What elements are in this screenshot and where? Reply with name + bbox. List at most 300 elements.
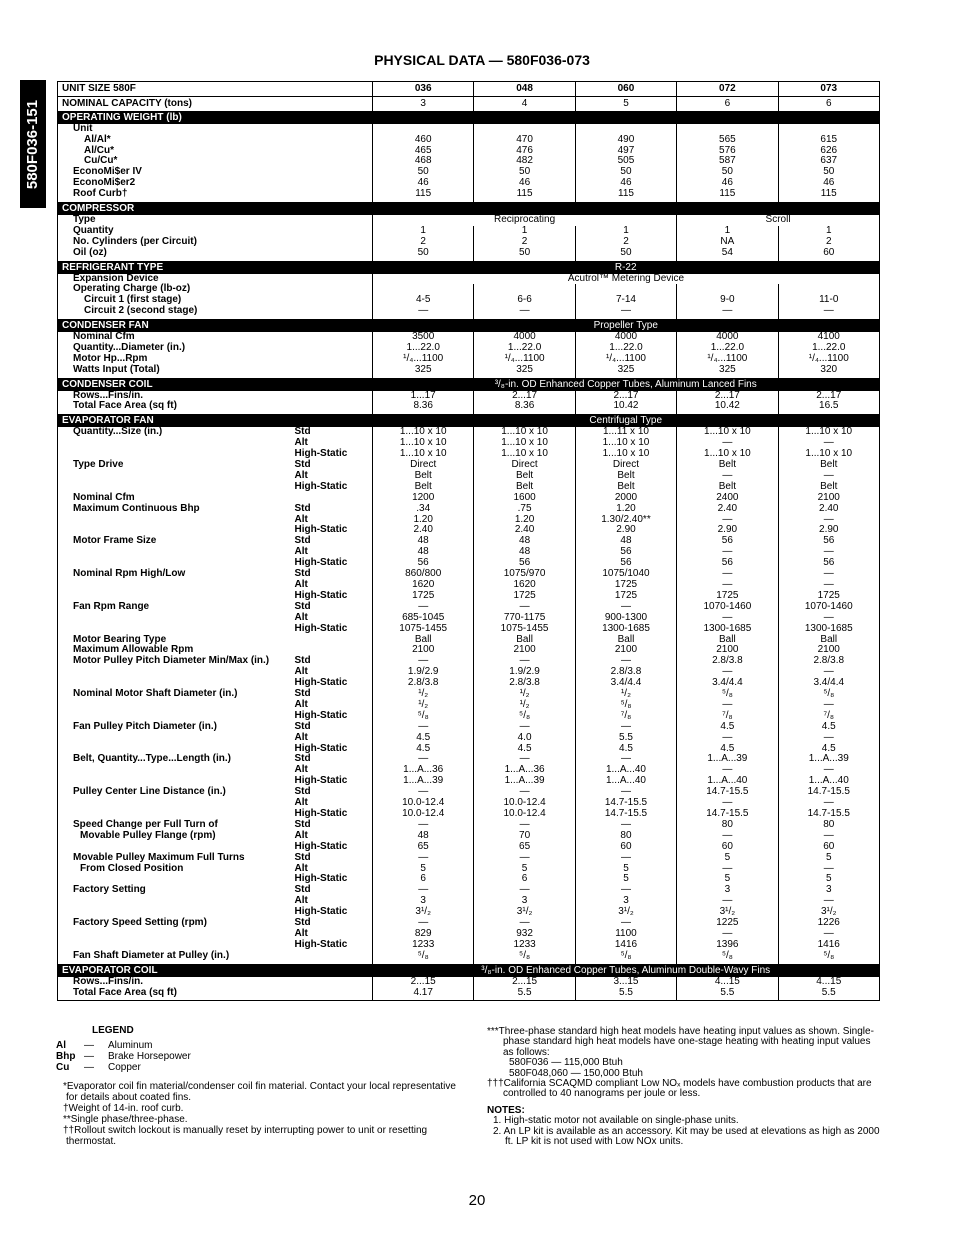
row-variant: Std xyxy=(294,688,311,700)
row-value: 1.9/2.9 xyxy=(373,667,474,678)
row-value: 4.5 xyxy=(778,744,879,755)
row-label: EconoMi$er2 xyxy=(73,177,136,189)
row-value xyxy=(575,124,676,135)
row-value: 1070-1460 xyxy=(778,602,879,613)
row-span-value: Acutrol™ Metering Device xyxy=(373,274,880,285)
row-value: 1...A...40 xyxy=(575,776,676,787)
row-value: 2...15 xyxy=(474,977,575,988)
row-value xyxy=(677,124,778,135)
row-value: — xyxy=(474,918,575,929)
row-value: — xyxy=(778,438,879,449)
row-variant: High-Static xyxy=(294,808,348,819)
data-row xyxy=(58,504,880,515)
row-value: — xyxy=(778,798,879,809)
row-value: — xyxy=(778,547,879,558)
section-header-row xyxy=(58,964,880,976)
row-value: 1075/1040 xyxy=(575,569,676,580)
row-value: 5.5 xyxy=(677,988,778,1001)
row-value: 1600 xyxy=(474,493,575,504)
row-value: 48 xyxy=(575,536,676,547)
row-value: 4...15 xyxy=(778,977,879,988)
row-variant: Std xyxy=(294,502,311,514)
row-label xyxy=(58,842,295,853)
row-variant: Alt xyxy=(294,578,308,590)
data-row xyxy=(58,613,880,624)
row-variant: Alt xyxy=(294,513,308,525)
row-value: — xyxy=(677,896,778,907)
row-value: 80 xyxy=(778,820,879,831)
footnote-heat: ***Three-phase standard high heat models have heating input values as shown. Single-phase standard high heat models have one-stage heating with heating input values as follows: xyxy=(487,1026,874,1058)
row-value: 6 xyxy=(474,874,575,885)
row-value: 5 xyxy=(677,874,778,885)
row-value: 2 xyxy=(474,237,575,248)
row-value: 1075-1455 xyxy=(474,624,575,635)
legend-abbr: Cu xyxy=(56,1062,70,1073)
row-value: 1100 xyxy=(575,929,676,940)
row-label: Total Face Area (sq ft) xyxy=(58,988,295,1001)
row-variant xyxy=(295,306,373,319)
row-variant: Alt xyxy=(294,698,308,710)
row-variant xyxy=(295,493,373,504)
row-label: Watts Input (Total) xyxy=(58,365,295,378)
row-value: — xyxy=(575,820,676,831)
row-value: 46 xyxy=(373,178,474,189)
row-value: ¹/₂ xyxy=(373,689,474,700)
row-value: 1...22.0 xyxy=(778,343,879,354)
row-value: 325 xyxy=(575,365,676,378)
data-row xyxy=(58,733,880,744)
row-value: .75 xyxy=(474,504,575,515)
row-value: 1...22.0 xyxy=(575,343,676,354)
row-variant: Alt xyxy=(294,862,308,874)
row-value: 1...10 x 10 xyxy=(474,438,575,449)
row-value: ¹/₂ xyxy=(575,689,676,700)
row-value: 325 xyxy=(474,365,575,378)
row-value: 1...A...36 xyxy=(373,765,474,776)
section-title: OPERATING WEIGHT (lb) xyxy=(58,111,373,123)
row-value: 4000 xyxy=(575,332,676,343)
row-value: 1725 xyxy=(778,591,879,602)
row-value: 490 xyxy=(575,135,676,146)
row-label: Expansion Device xyxy=(73,272,159,284)
row-value: — xyxy=(474,656,575,667)
row-value: — xyxy=(677,864,778,875)
row-variant: Std xyxy=(294,786,311,798)
row-value: 4100 xyxy=(778,332,879,343)
row-value: — xyxy=(575,918,676,929)
row-value: — xyxy=(373,820,474,831)
row-value: Belt xyxy=(575,482,676,493)
row-value: — xyxy=(778,580,879,591)
row-value: 3 xyxy=(474,896,575,907)
row-value: 2.8/3.8 xyxy=(778,656,879,667)
row-value: — xyxy=(677,613,778,624)
row-value: 2.90 xyxy=(778,525,879,536)
row-span-value: Scroll xyxy=(677,215,880,226)
row-value: 1225 xyxy=(677,918,778,929)
row-value: — xyxy=(373,656,474,667)
row-value: 1...10 x 10 xyxy=(474,427,575,438)
data-row xyxy=(58,365,880,378)
row-value: 4.17 xyxy=(373,988,474,1001)
row-variant xyxy=(295,189,373,202)
row-value: Belt xyxy=(474,471,575,482)
data-row xyxy=(58,124,880,135)
row-value: 115 xyxy=(474,189,575,202)
data-row xyxy=(58,689,880,700)
row-value: 1.20 xyxy=(474,515,575,526)
row-value: — xyxy=(474,306,575,319)
row-value: Ball xyxy=(575,635,676,646)
row-value: 80 xyxy=(677,820,778,831)
row-value: ¹/₄...1100 xyxy=(575,354,676,365)
row-variant xyxy=(295,237,373,248)
data-row xyxy=(58,178,880,189)
row-label: Nominal Cfm xyxy=(73,331,135,343)
row-value xyxy=(778,124,879,135)
row-variant xyxy=(295,295,373,306)
row-value: 1.20 xyxy=(575,504,676,515)
row-variant xyxy=(295,635,373,646)
row-variant xyxy=(295,167,373,178)
row-value: 50 xyxy=(575,248,676,261)
row-value: 1620 xyxy=(474,580,575,591)
row-label xyxy=(58,624,295,635)
section-title: CONDENSER FAN xyxy=(58,320,373,332)
row-variant xyxy=(295,401,373,414)
row-label: Fan Shaft Diameter at Pulley (in.) xyxy=(58,951,295,964)
row-value: 56 xyxy=(575,558,676,569)
row-label: Nominal Cfm xyxy=(73,491,135,503)
row-value: — xyxy=(677,667,778,678)
unit-size-072: 072 xyxy=(677,82,778,97)
section-type: Centrifugal Type xyxy=(373,415,880,427)
row-label: EconoMi$er IV xyxy=(73,166,142,178)
notes xyxy=(487,1027,882,1147)
row-value: 2...15 xyxy=(373,977,474,988)
row-value: 50 xyxy=(677,167,778,178)
row-variant xyxy=(295,284,373,295)
row-variant: High-Static xyxy=(294,677,348,689)
row-value: 60 xyxy=(575,842,676,853)
row-value: 2...17 xyxy=(474,391,575,402)
row-value: 2.8/3.8 xyxy=(677,656,778,667)
row-label xyxy=(58,733,295,744)
row-value: 1725 xyxy=(373,591,474,602)
row-value: 56 xyxy=(778,536,879,547)
row-value: ¹/₄...1100 xyxy=(474,354,575,365)
row-value: 10.42 xyxy=(677,401,778,414)
row-value: — xyxy=(677,700,778,711)
row-value: Belt xyxy=(373,471,474,482)
row-value: — xyxy=(474,754,575,765)
capacity-value: 5 xyxy=(575,96,676,111)
row-value: 2...17 xyxy=(778,391,879,402)
row-value: 1416 xyxy=(575,940,676,951)
row-value: 900-1300 xyxy=(575,613,676,624)
row-value: 1...A...39 xyxy=(373,776,474,787)
row-variant: Std xyxy=(294,917,311,929)
row-variant: Alt xyxy=(294,546,308,558)
data-row xyxy=(58,624,880,635)
row-value: 56 xyxy=(474,558,575,569)
row-value: 1725 xyxy=(474,591,575,602)
data-row xyxy=(58,951,880,964)
row-value: 860/800 xyxy=(373,569,474,580)
row-value: — xyxy=(778,569,879,580)
row-value: 50 xyxy=(474,248,575,261)
row-value: 1416 xyxy=(778,940,879,951)
row-value: — xyxy=(778,831,879,842)
row-value: 14.7-15.5 xyxy=(677,787,778,798)
row-value: 115 xyxy=(778,189,879,202)
row-value: 3 xyxy=(373,896,474,907)
row-value: ⁷/₈ xyxy=(677,711,778,722)
capacity-value: 4 xyxy=(474,96,575,111)
row-variant: Alt xyxy=(294,437,308,449)
row-value: — xyxy=(373,306,474,319)
data-row xyxy=(58,765,880,776)
row-value: Direct xyxy=(474,460,575,471)
data-row xyxy=(58,189,880,202)
row-variant xyxy=(295,124,373,135)
footnotes xyxy=(56,1081,456,1147)
section-header-row xyxy=(58,203,880,215)
row-label: Motor Pulley Pitch Diameter Min/Max (in.) xyxy=(73,655,270,667)
row-value: 60 xyxy=(778,248,879,261)
row-value: — xyxy=(778,471,879,482)
row-value: 576 xyxy=(677,146,778,157)
row-value: ¹/₄...1100 xyxy=(677,354,778,365)
row-value: 5.5 xyxy=(778,988,879,1001)
row-value: — xyxy=(778,667,879,678)
row-value: 56 xyxy=(778,558,879,569)
legend xyxy=(56,1025,456,1147)
legend-item xyxy=(56,1040,456,1051)
row-value: 56 xyxy=(373,558,474,569)
row-value: 5 xyxy=(575,874,676,885)
row-value: 3¹/₂ xyxy=(677,907,778,918)
data-row xyxy=(58,248,880,261)
row-value: 1 xyxy=(575,226,676,237)
data-row xyxy=(58,156,880,167)
row-variant: Alt xyxy=(294,895,308,907)
row-value: — xyxy=(778,515,879,526)
row-variant xyxy=(295,343,373,354)
data-row xyxy=(58,591,880,602)
row-value: ⁵/₈ xyxy=(373,951,474,964)
row-value: 8.36 xyxy=(474,401,575,414)
row-label: Quantity...Diameter (in.) xyxy=(73,341,186,353)
data-row xyxy=(58,482,880,493)
unit-size-073: 073 xyxy=(778,82,879,97)
section-header-row xyxy=(58,320,880,332)
row-value: — xyxy=(373,722,474,733)
row-variant xyxy=(295,951,373,964)
row-variant xyxy=(295,135,373,146)
row-label xyxy=(58,765,295,776)
row-value: 1...11 x 10 xyxy=(575,427,676,438)
row-value: 56 xyxy=(677,536,778,547)
row-value: 5 xyxy=(474,864,575,875)
row-value: 1...A...40 xyxy=(677,776,778,787)
row-value: 2...17 xyxy=(575,391,676,402)
row-value: 5.5 xyxy=(575,733,676,744)
row-value: 46 xyxy=(677,178,778,189)
row-value: 1...10 x 10 xyxy=(778,449,879,460)
data-row xyxy=(58,988,880,1001)
row-value: 8.36 xyxy=(373,401,474,414)
row-value: 4.5 xyxy=(778,722,879,733)
row-value: 46 xyxy=(474,178,575,189)
row-value: 1620 xyxy=(373,580,474,591)
data-row xyxy=(58,471,880,482)
row-label: Motor Bearing Type xyxy=(73,633,167,645)
capacity-value: 6 xyxy=(677,96,778,111)
data-row xyxy=(58,167,880,178)
row-value: 1...A...39 xyxy=(474,776,575,787)
data-row xyxy=(58,569,880,580)
footnote: *Evaporator coil fin material/condenser coil fin material. Contact your local representative for details about coated fins. xyxy=(63,1081,456,1103)
row-label: Fan Rpm Range xyxy=(73,600,150,612)
row-value: 60 xyxy=(778,842,879,853)
footnote: **Single phase/three-phase. xyxy=(63,1114,188,1125)
row-label xyxy=(58,929,295,940)
data-row xyxy=(58,515,880,526)
row-value: 1...22.0 xyxy=(677,343,778,354)
row-value: ⁵/₈ xyxy=(575,951,676,964)
capacity-value: 3 xyxy=(373,96,474,111)
row-label: Movable Pulley Flange (rpm) xyxy=(80,829,216,841)
row-label: Circuit 2 (second stage) xyxy=(58,306,295,319)
row-value: 54 xyxy=(677,248,778,261)
row-value: Belt xyxy=(778,460,879,471)
row-value: 1...17 xyxy=(373,391,474,402)
row-value: — xyxy=(474,722,575,733)
row-label: Rows...Fins/in. xyxy=(73,975,144,987)
row-value: 1226 xyxy=(778,918,879,929)
data-row xyxy=(58,547,880,558)
row-value: Belt xyxy=(373,482,474,493)
row-variant: High-Static xyxy=(294,906,348,918)
row-value: 3 xyxy=(677,885,778,896)
row-value: 46 xyxy=(778,178,879,189)
row-value: — xyxy=(778,765,879,776)
legend-text: Aluminum xyxy=(108,1040,153,1051)
row-value: ⁷/₈ xyxy=(778,711,879,722)
row-value: 3.4/4.4 xyxy=(778,678,879,689)
row-variant: Alt xyxy=(294,764,308,776)
page-number: 20 xyxy=(468,1192,486,1209)
row-value: 460 xyxy=(373,135,474,146)
row-value: 685-1045 xyxy=(373,613,474,624)
row-value: 2.8/3.8 xyxy=(373,678,474,689)
footnote-heat-value: 580F036 — 115,000 Btuh xyxy=(509,1057,623,1069)
row-value: 48 xyxy=(474,547,575,558)
data-row xyxy=(58,722,880,733)
row-value: 1725 xyxy=(575,591,676,602)
row-value: — xyxy=(677,471,778,482)
data-row xyxy=(58,536,880,547)
row-label xyxy=(58,700,295,711)
row-value: 3.4/4.4 xyxy=(575,678,676,689)
legend-text: Copper xyxy=(108,1062,141,1073)
row-value: 4-5 xyxy=(373,295,474,306)
row-value: 70 xyxy=(474,831,575,842)
row-value: — xyxy=(778,306,879,319)
row-value: 3.4/4.4 xyxy=(677,678,778,689)
row-value: ⁵/₈ xyxy=(778,951,879,964)
row-value: ⁵/₈ xyxy=(677,689,778,700)
row-value: 2100 xyxy=(778,645,879,656)
legend-dash: — xyxy=(84,1051,94,1062)
row-value: 829 xyxy=(373,929,474,940)
row-value: 626 xyxy=(778,146,879,157)
row-value: — xyxy=(677,765,778,776)
data-row xyxy=(58,896,880,907)
row-value: Belt xyxy=(474,482,575,493)
row-variant: Std xyxy=(294,884,311,896)
data-row xyxy=(58,977,880,988)
legend-dash: — xyxy=(84,1040,94,1051)
row-label: Total Face Area (sq ft) xyxy=(58,401,295,414)
row-value: 325 xyxy=(373,365,474,378)
row-value: 2.8/3.8 xyxy=(575,667,676,678)
row-variant: High-Static xyxy=(294,524,348,536)
row-value: 4.0 xyxy=(474,733,575,744)
section-type: ³/₈-in. OD Enhanced Copper Tubes, Aluminum Double-Wavy Fins xyxy=(373,964,880,976)
data-row xyxy=(58,449,880,460)
data-row xyxy=(58,354,880,365)
row-value: 48 xyxy=(373,831,474,842)
row-value: 2100 xyxy=(778,493,879,504)
row-value: 465 xyxy=(373,146,474,157)
unit-size-048: 048 xyxy=(474,82,575,97)
row-value: — xyxy=(677,569,778,580)
data-row xyxy=(58,146,880,157)
data-row xyxy=(58,391,880,402)
row-value: 3...15 xyxy=(575,977,676,988)
row-value: — xyxy=(778,864,879,875)
row-value: 1...A...39 xyxy=(677,754,778,765)
row-value: 1.30/2.40** xyxy=(575,515,676,526)
data-row xyxy=(58,427,880,438)
row-value: 4.5 xyxy=(677,722,778,733)
row-value: 50 xyxy=(575,167,676,178)
row-value: 482 xyxy=(474,156,575,167)
row-variant: Std xyxy=(294,600,311,612)
row-value: 10.0-12.4 xyxy=(373,809,474,820)
row-value: 1 xyxy=(677,226,778,237)
row-value: 2...17 xyxy=(677,391,778,402)
row-value: Belt xyxy=(677,482,778,493)
row-variant: Std xyxy=(294,851,311,863)
row-value: Belt xyxy=(677,460,778,471)
row-value: ⁵/₈ xyxy=(474,951,575,964)
row-value: 2100 xyxy=(575,645,676,656)
row-value: 16.5 xyxy=(778,401,879,414)
row-label: From Closed Position xyxy=(80,862,184,874)
data-row xyxy=(58,460,880,471)
row-label: Factory Speed Setting (rpm) xyxy=(73,917,207,929)
row-value: — xyxy=(778,896,879,907)
row-value: 2000 xyxy=(575,493,676,504)
data-row xyxy=(58,787,880,798)
row-value: 50 xyxy=(373,167,474,178)
section-type: ³/₈-in. OD Enhanced Copper Tubes, Aluminum Lanced Fins xyxy=(373,378,880,390)
row-value: — xyxy=(474,885,575,896)
row-variant: Std xyxy=(294,655,311,667)
